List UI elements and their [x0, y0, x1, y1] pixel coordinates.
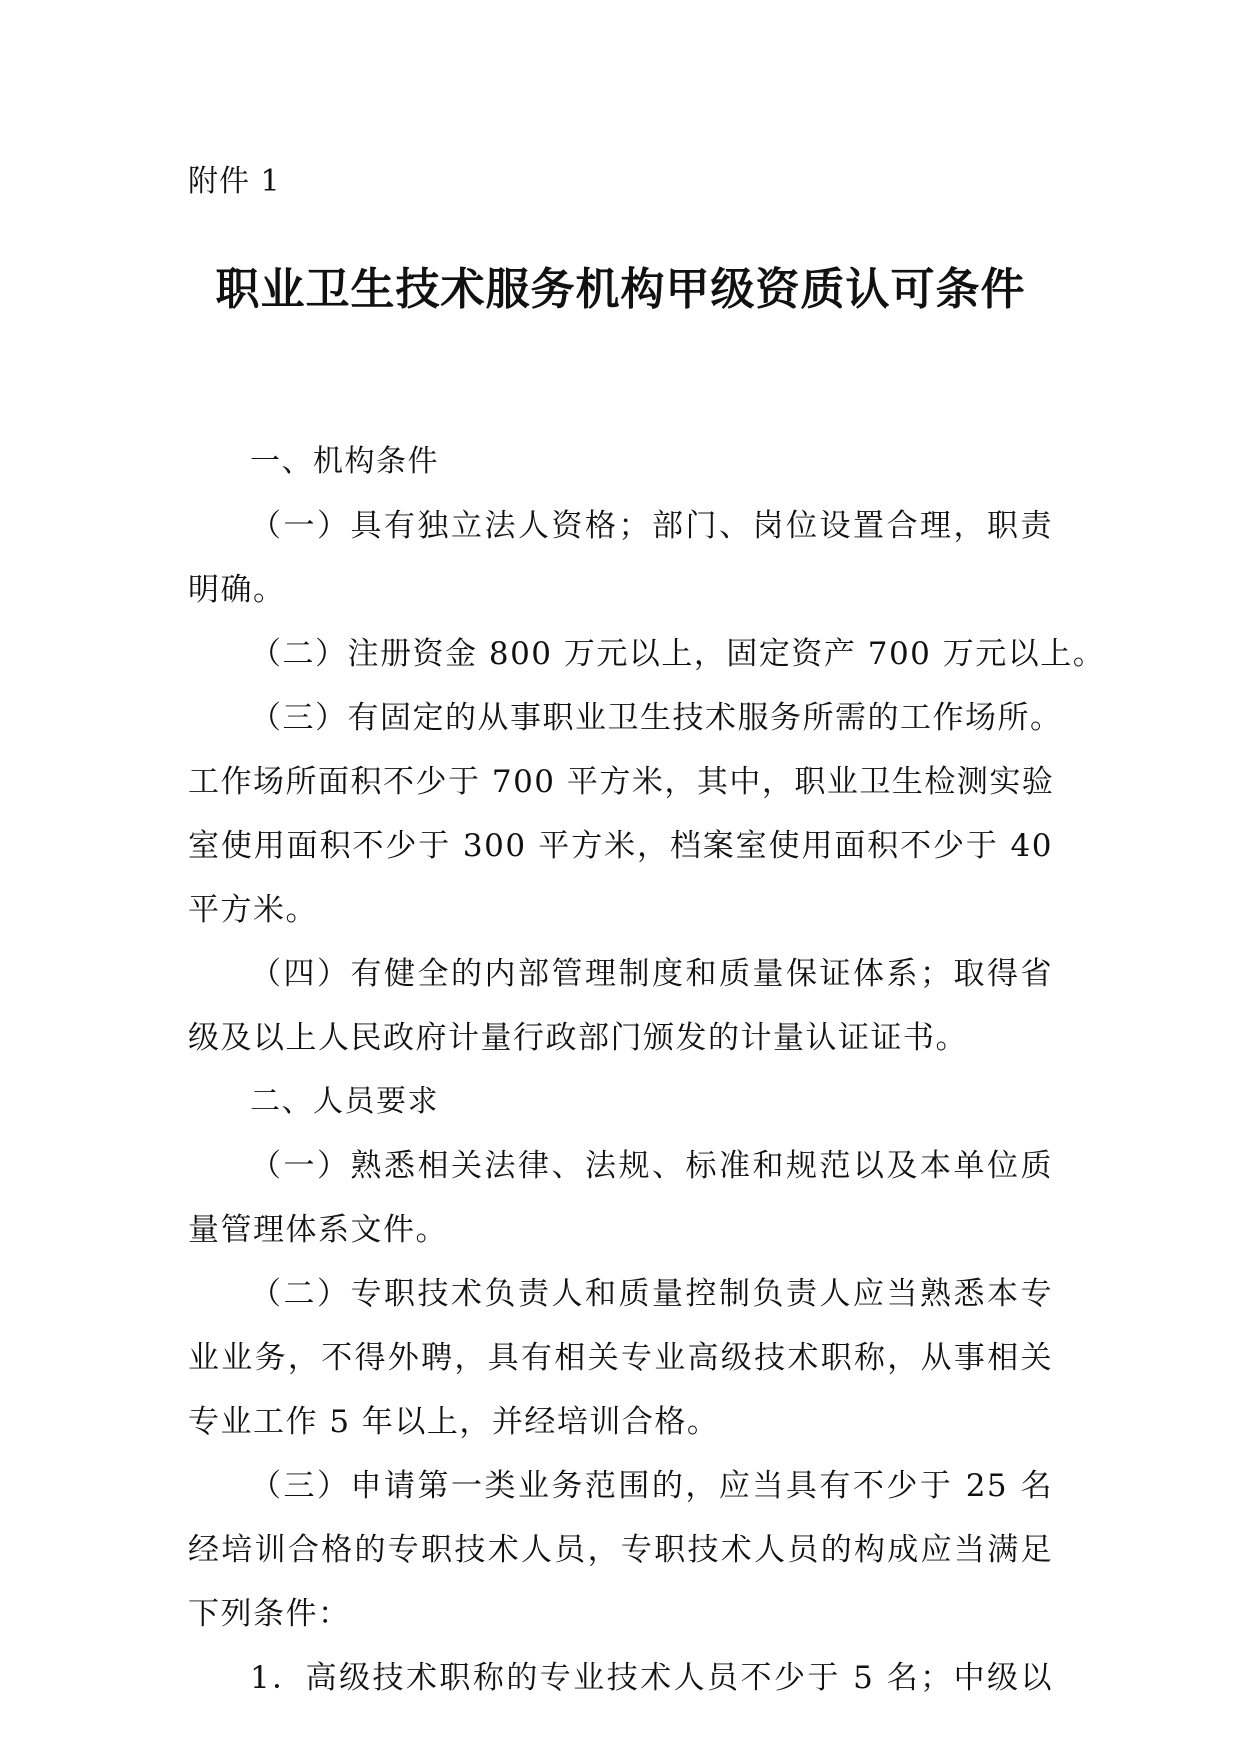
paragraph-line: 室使用面积不少于 300 平方米，档案室使用面积不少于 40 — [188, 828, 1053, 864]
paragraph-line: 级及以上人民政府计量行政部门颁发的计量认证证书。 — [188, 1020, 968, 1056]
section-heading: 二、人员要求 — [250, 1084, 439, 1119]
document-title: 职业卫生技术服务机构甲级资质认可条件 — [215, 264, 1026, 315]
paragraph-line: 工作场所面积不少于 700 平方米，其中，职业卫生检测实验 — [188, 764, 1055, 800]
paragraph-line: （三）有固定的从事职业卫生技术服务所需的工作场所。 — [250, 700, 1063, 736]
paragraph-line: （三）申请第一类业务范围的，应当具有不少于 25 名 — [250, 1468, 1053, 1504]
paragraph-line: （一）熟悉相关法律、法规、标准和规范以及本单位质 — [250, 1148, 1053, 1184]
paragraph-line: （二）注册资金 800 万元以上，固定资产 700 万元以上。 — [250, 636, 1106, 672]
paragraph-line: （二）专职技术负责人和质量控制负责人应当熟悉本专 — [250, 1276, 1053, 1312]
paragraph-line: 下列条件： — [188, 1596, 351, 1632]
paragraph-line: 量管理体系文件。 — [188, 1212, 448, 1248]
paragraph-line: 专业工作 5 年以上，并经培训合格。 — [188, 1404, 720, 1440]
paragraph-line: 业业务，不得外聘，具有相关专业高级技术职称，从事相关 — [188, 1340, 1053, 1376]
paragraph-line: 明确。 — [188, 572, 286, 608]
paragraph-line: （四）有健全的内部管理制度和质量保证体系；取得省 — [250, 956, 1053, 992]
attachment-label: 附件 1 — [188, 164, 281, 199]
document-body — [188, 430, 1106, 1710]
paragraph-line: 经培训合格的专职技术人员，专职技术人员的构成应当满足 — [188, 1532, 1053, 1568]
paragraph-line: 1．高级技术职称的专业技术人员不少于 5 名；中级以 — [250, 1660, 1053, 1696]
section-heading: 一、机构条件 — [250, 444, 439, 479]
paragraph-line: 平方米。 — [188, 892, 318, 928]
paragraph-line: （一）具有独立法人资格；部门、岗位设置合理，职责 — [250, 508, 1053, 544]
